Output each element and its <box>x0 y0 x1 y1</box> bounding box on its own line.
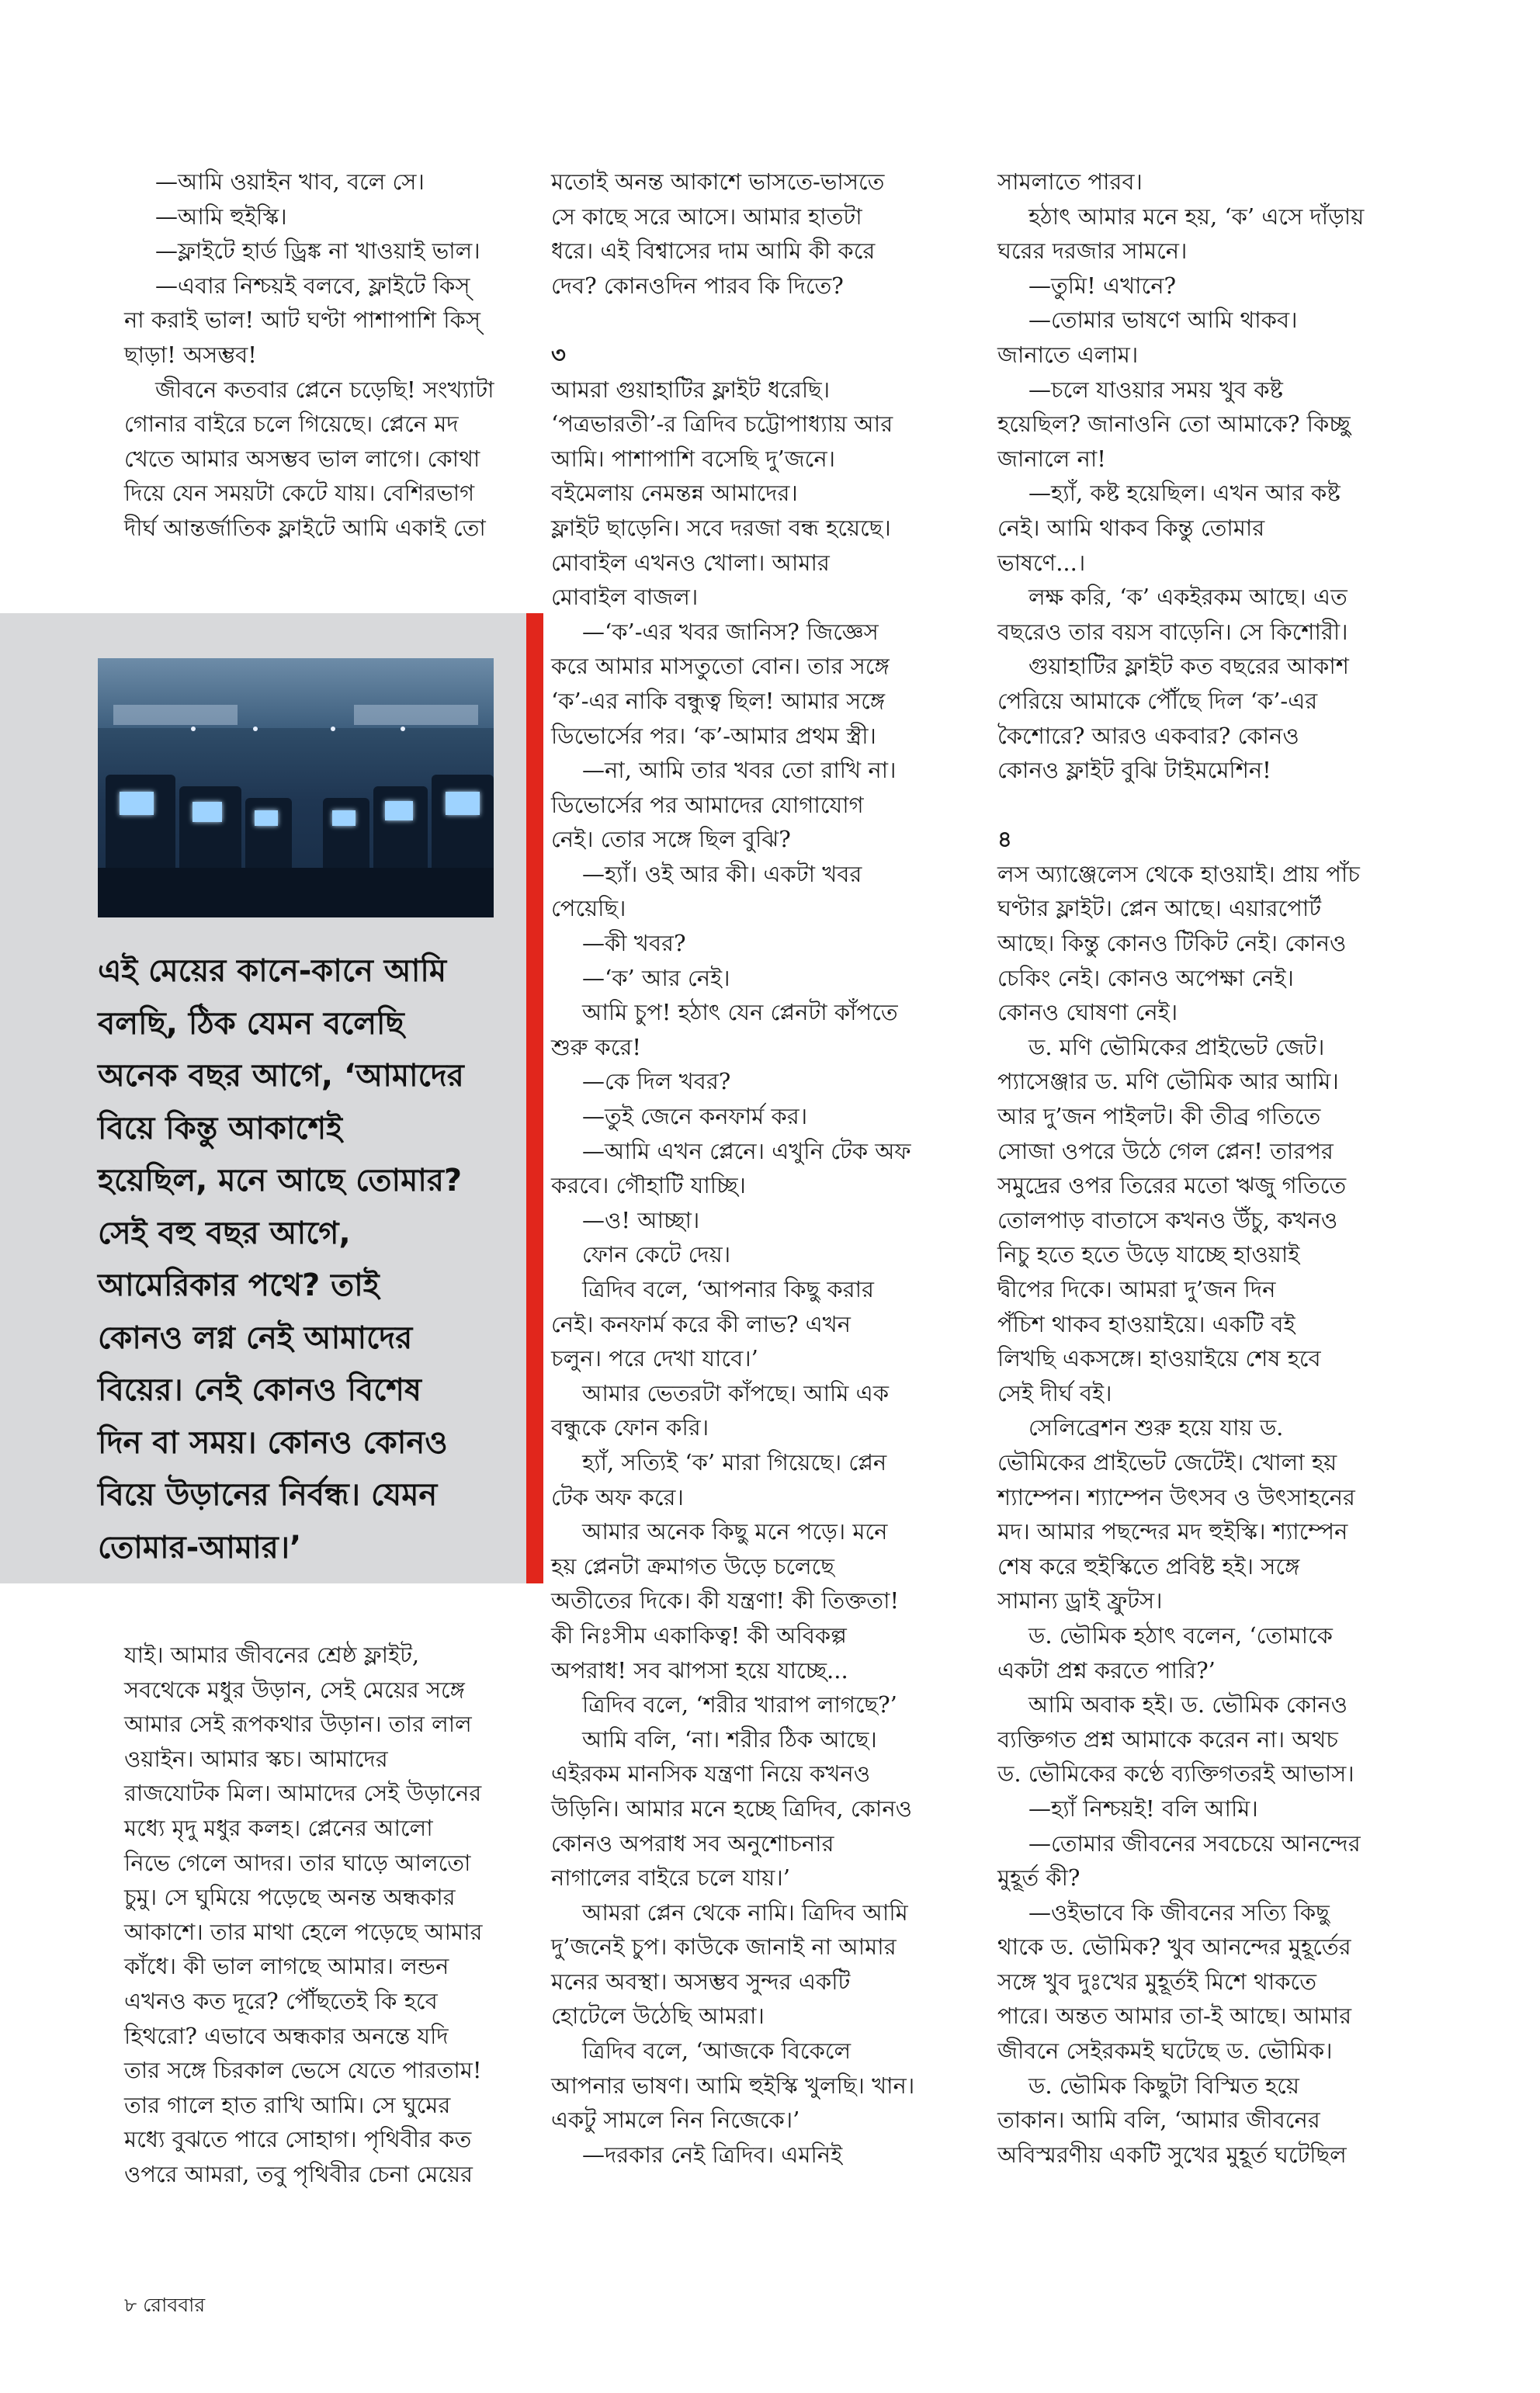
text-line: শুরু করে! <box>551 1033 641 1060</box>
text-line: —হ্যাঁ। ওই আর কী। একটা খবর <box>582 860 862 887</box>
text-line: —তোমার ভাষণে আমি থাকব। <box>1028 307 1298 334</box>
pullquote-line: বিয়ে উড়ানের নির্বন্ধ। যেমন <box>98 1477 438 1513</box>
text-line: শ্যাম্পেন। শ্যাম্পেন উৎসব ও উৎসাহনের <box>997 1483 1355 1510</box>
text-line: মনের অবস্থা। অসম্ভব সুন্দর একটি <box>551 1968 851 1995</box>
text-line: ‘ক’-এর নাকি বন্ধুত্ব ছিল! আমার সঙ্গে <box>551 687 886 714</box>
text-line: সবথেকে মধুর উড়ান, সেই মেয়ের সঙ্গে <box>124 1676 465 1703</box>
text-line: —আমি হুইস্কি। <box>155 203 287 230</box>
text-line: হিথরো? এভাবে অন্ধকার অনন্তে যদি <box>124 2022 449 2049</box>
text-line: ফ্লাইট ছাড়েনি। সবে দরজা বন্ধ হয়েছে। <box>551 514 891 541</box>
text-line: দু’জনেই চুপ। কাউকে জানাই না আমার <box>551 1933 897 1961</box>
text-line: মুহূর্ত কী? <box>997 1864 1080 1892</box>
text-line: আর দু’জন পাইলট। কী তীব্র গতিতে <box>997 1103 1321 1130</box>
text-line: —চলে যাওয়ার সময় খুব কষ্ট <box>1028 376 1283 403</box>
text-line: খেতে আমার অসম্ভব ভাল লাগে। কোথা <box>124 445 480 472</box>
text-line: ড. ভৌমিকের কণ্ঠে ব্যক্তিগতরই আভাস। <box>997 1760 1354 1788</box>
pullquote-line: অনেক বছর আগে, ‘আমাদের <box>98 1058 464 1094</box>
text-line: নিভে গেলে আদর। তার ঘাড়ে আলতো <box>124 1849 471 1876</box>
text-line: আমরা গুয়াহাটির ফ্লাইট ধরেছি। <box>551 376 831 403</box>
text-line: ত্রিদিব বলে, ‘শরীর খারাপ লাগছে?’ <box>582 1691 897 1718</box>
text-line: সামলাতে পারব। <box>997 168 1143 195</box>
text-line: পারে। অন্তত আমার তা-ই আছে। আমার <box>997 2003 1352 2030</box>
column-1-bottom <box>124 1638 528 2192</box>
text-line: ওয়াইন। আমার স্কচ। আমাদের <box>124 1745 388 1772</box>
text-line: দীর্ঘ আন্তর্জাতিক ফ্লাইটে আমি একাই তো <box>124 514 486 541</box>
text-line: বইমেলায় নেমন্তন্ন আমাদের। <box>551 480 798 507</box>
text-line: জানালে না! <box>997 445 1106 472</box>
text-line: একটা প্রশ্ন করতে পারি?’ <box>997 1656 1216 1684</box>
text-line: দ্বীপের দিকে। আমরা দু’জন দিন <box>997 1276 1276 1302</box>
text-line: গুয়াহাটির ফ্লাইট কত বছরের আকাশ <box>1028 653 1349 680</box>
text-line: ফোন কেটে দেয়। <box>582 1241 731 1268</box>
text-line: —হ্যাঁ, কষ্ট হয়েছিল। এখন আর কষ্ট <box>1028 480 1341 507</box>
text-line: কাঁধে। কী ভাল লাগছে আমার। লন্ডন <box>124 1953 449 1980</box>
text-line: —এবার নিশ্চয়ই বলবে, ফ্লাইটে কিস্ <box>155 272 470 299</box>
text-line: করবে। গৌহাটি যাচ্ছি। <box>551 1172 746 1199</box>
text-line: ত্রিদিব বলে, ‘আজকে বিকেলে <box>582 2038 852 2065</box>
text-line: ওপরে আমরা, তবু পৃথিবীর চেনা মেয়ের <box>124 2160 473 2187</box>
text-line: জীবনে কতবার প্লেনে চড়েছি! সংখ্যাটা <box>155 376 494 403</box>
text-line: কোনও ফ্লাইট বুঝি টাইমমেশিন! <box>997 757 1271 784</box>
text-line: —হ্যাঁ নিশ্চয়ই! বলি আমি। <box>1028 1795 1258 1822</box>
text-line: কোনও অপরাধ সব অনুশোচনার <box>551 1829 834 1857</box>
column-1-top <box>124 165 512 546</box>
text-line: —‘ক’ আর নেই। <box>582 964 730 991</box>
text-line: চেকিং নেই। কোনও অপেক্ষা নেই। <box>997 964 1294 991</box>
pullquote-line: এই মেয়ের কানে-কানে আমি <box>98 953 447 989</box>
text-line: মধ্যে মৃদু মধুর কলহ। প্লেনের আলো <box>124 1814 433 1841</box>
text-line: সোজা ওপরে উঠে গেল প্লেন! তারপর <box>997 1137 1334 1164</box>
text-line: ছাড়া! অসম্ভব! <box>124 341 257 368</box>
text-line: পঁচিশ থাকব হাওয়াইয়ে। একটি বই <box>997 1310 1295 1337</box>
text-line: ড. ভৌমিক কিছুটা বিস্মিত হয়ে <box>1028 2072 1299 2099</box>
pullquote-line: বলছি, ঠিক যেমন বলেছি <box>98 1005 404 1042</box>
text-line: আমি বলি, ‘না। শরীর ঠিক আছে। <box>582 1725 877 1753</box>
text-line: আমার ভেতরটা কাঁপছে। আমি এক <box>582 1379 890 1406</box>
text-line: নিচু হতে হতে উড়ে যাচ্ছে হাওয়াই <box>997 1241 1300 1268</box>
text-line: মোবাইল বাজল। <box>551 584 699 611</box>
text-line: হ্যাঁ, সত্যিই ‘ক’ মারা গিয়েছে। প্লেন <box>582 1448 887 1476</box>
pullquote-line: সেই বহু বছর আগে, <box>98 1215 351 1251</box>
text-line: জীবনে সেইরকমই ঘটেছে ড. ভৌমিক। <box>997 2038 1333 2065</box>
text-line: নেই। আমি থাকব কিন্তু তোমার <box>997 514 1265 541</box>
text-line: গোনার বাইরে চলে গিয়েছে। প্লেনে মদ <box>124 411 459 438</box>
text-line: লস অ্যাঞ্জেলেস থেকে হাওয়াই। প্রায় পাঁচ <box>997 860 1360 887</box>
column-2 <box>551 165 962 2172</box>
text-line: নেই। তোর সঙ্গে ছিল বুঝি? <box>551 826 791 853</box>
text-line: কোনও ঘোষণা নেই। <box>997 999 1178 1026</box>
text-line: দেব? কোনওদিন পারব কি দিতে? <box>551 272 844 299</box>
text-line: হয়েছিল? জানাওনি তো আমাকে? কিচ্ছু <box>997 411 1351 438</box>
text-line: পেরিয়ে আমাকে পৌঁছে দিল ‘ক’-এর <box>997 687 1318 714</box>
text-line: —আমি এখন প্লেনে। এখুনি টেক অফ <box>582 1137 911 1164</box>
text-line: কৈশোরে? আরও একবার? কোনও <box>997 722 1299 749</box>
text-line: চুমু। সে ঘুমিয়ে পড়েছে অনন্ত অন্ধকার <box>124 1884 456 1911</box>
text-line: টেক অফ করে। <box>551 1483 684 1510</box>
airplane-cabin-photo <box>98 658 494 917</box>
text-line: —দরকার নেই ত্রিদিব। এমনিই <box>582 2141 843 2168</box>
text-line: না করাই ভাল! আট ঘণ্টা পাশাপাশি কিস্ <box>124 307 481 334</box>
text-line: —তোমার জীবনের সবচেয়ে আনন্দের <box>1028 1829 1361 1857</box>
text-line: তার গালে হাত রাখি আমি। সে ঘুমের <box>124 2091 451 2118</box>
text-line: আমি চুপ! হঠাৎ যেন প্লেনটা কাঁপতে <box>582 999 898 1026</box>
text-line: আকাশে। তার মাথা হেলে পড়েছে আমার <box>124 1918 483 1945</box>
text-line: —না, আমি তার খবর তো রাখি না। <box>582 757 897 784</box>
pullquote-line: বিয়ে কিন্তু আকাশেই <box>98 1110 342 1146</box>
text-line: উড়িনি। আমার মনে হচ্ছে ত্রিদিব, কোনও <box>551 1795 912 1822</box>
text-line: হোটেলে উঠেছি আমরা। <box>551 2003 765 2030</box>
column-3 <box>997 165 1420 2172</box>
text-line: শেষ করে হুইস্কিতে প্রবিষ্ট হই। সঙ্গে <box>997 1552 1300 1580</box>
section-number: ৪ <box>997 826 1012 853</box>
text-line: আমি। পাশাপাশি বসেছি দু’জনে। <box>551 445 836 472</box>
pullquote-line: বিয়ের। নেই কোনও বিশেষ <box>98 1372 421 1408</box>
text-line: সঙ্গে খুব দুঃখের মুহূর্তই মিশে থাকতে <box>997 1968 1316 1995</box>
text-line: —ও! আচ্ছা। <box>582 1206 700 1233</box>
text-line: আছে। কিন্তু কোনও টিকিট নেই। কোনও <box>997 930 1347 957</box>
text-line: তোলপাড় বাতাসে কখনও উঁচু, কখনও <box>997 1206 1338 1233</box>
pullquote-line: দিন বা সময়। কোনও কোনও <box>98 1424 448 1461</box>
text-line: ধরে। এই বিশ্বাসের দাম আমি কী করে <box>551 238 876 265</box>
section-gap <box>551 303 962 338</box>
text-line: সেলিব্রেশন শুরু হয়ে যায় ড. <box>1028 1414 1284 1441</box>
text-line: এইরকম মানসিক যন্ত্রণা নিয়ে কখনও <box>551 1760 871 1788</box>
text-line: লক্ষ করি, ‘ক’ একইরকম আছে। এত <box>1028 584 1348 611</box>
page-footer: ৮ রোববার <box>124 2294 206 2316</box>
text-line: ঘণ্টার ফ্লাইট। প্লেন আছে। এয়ারপোর্ট <box>997 895 1322 922</box>
section-gap <box>997 788 1420 823</box>
text-line: অবিস্মরণীয় একটি সুখের মুহূর্ত ঘটেছিল <box>997 2141 1347 2168</box>
text-line: ঘরের দরজার সামনে। <box>997 238 1188 265</box>
pullquote-line: হয়েছিল, মনে আছে তোমার? <box>98 1163 463 1198</box>
text-line: নেই। কনফার্ম করে কী লাভ? এখন <box>551 1310 851 1337</box>
text-line: ড. মণি ভৌমিকের প্রাইভেট জেট। <box>1028 1033 1325 1060</box>
text-line: হয় প্লেনটা ক্রমাগত উড়ে চলেছে <box>551 1552 834 1580</box>
section-number: ৩ <box>551 341 566 368</box>
text-line: থাকে ড. ভৌমিক? খুব আনন্দের মুহূর্তের <box>997 1933 1351 1961</box>
text-line: —ওইভাবে কি জীবনের সত্যি কিছু <box>1028 1899 1330 1926</box>
text-line: —তুই জেনে কনফার্ম কর। <box>582 1103 808 1130</box>
text-line: —‘ক’-এর খবর জানিস? জিজ্ঞেস <box>582 618 879 645</box>
text-line: নাগালের বাইরে চলে যায়।’ <box>551 1864 790 1892</box>
text-line: জানাতে এলাম। <box>997 341 1139 368</box>
text-line: ভৌমিকের প্রাইভেট জেটেই। খোলা হয় <box>997 1448 1337 1476</box>
text-line: পেয়েছি। <box>551 895 626 922</box>
text-line: বছরেও তার বয়স বাড়েনি। সে কিশোরী। <box>997 618 1348 645</box>
text-line: আমরা প্লেন থেকে নামি। ত্রিদিব আমি <box>582 1899 908 1926</box>
text-line: চলুন। পরে দেখা যাবে।’ <box>551 1345 758 1372</box>
text-line: —আমি ওয়াইন খাব, বলে সে। <box>155 168 425 195</box>
text-line: ‘পত্রভারতী’-র ত্রিদিব চট্টোপাধ্যায় আর <box>551 411 893 438</box>
pullquote-line: আমেরিকার পথে? তাই <box>98 1268 380 1303</box>
text-line: করে আমার মাসতুতো বোন। তার সঙ্গে <box>551 653 890 680</box>
text-line: মতোই অনন্ত আকাশে ভাসতে-ভাসতে <box>551 168 885 195</box>
text-line: কী নিঃসীম একাকিত্ব! কী অবিকল্প <box>551 1621 847 1649</box>
text-line: সেই দীর্ঘ বই। <box>997 1379 1112 1406</box>
text-line: ডিভোর্সের পর আমাদের যোগাযোগ <box>551 791 864 818</box>
text-line: মদ। আমার পছন্দের মদ হুইস্কি। শ্যাম্পেন <box>997 1518 1348 1545</box>
text-line: তার সঙ্গে চিরকাল ভেসে যেতে পারতাম! <box>124 2057 482 2084</box>
text-line: সে কাছে সরে আসে। আমার হাতটা <box>551 203 862 230</box>
text-line: অতীতের দিকে। কী যন্ত্রণা! কী তিক্ততা! <box>551 1587 900 1614</box>
text-line: হঠাৎ আমার মনে হয়, ‘ক’ এসে দাঁড়ায় <box>1028 203 1365 230</box>
text-line: —ফ্লাইটে হার্ড ড্রিঙ্ক না খাওয়াই ভাল। <box>155 238 480 265</box>
text-line: রাজযোটক মিল। আমাদের সেই উড়ানের <box>124 1780 482 1807</box>
text-line: ভাষণে...। <box>997 549 1086 576</box>
text-line: সামান্য ড্রাই ফ্রুটস। <box>997 1587 1163 1614</box>
text-line: —কে দিল খবর? <box>582 1068 731 1095</box>
text-line: এখনও কত দূরে? পৌঁছতেই কি হবে <box>124 1987 438 2014</box>
text-line: আমার অনেক কিছু মনে পড়ে। মনে <box>582 1518 888 1545</box>
text-line: —তুমি! এখানে? <box>1028 272 1177 299</box>
text-line: আমার সেই রূপকথার উড়ান। তার লাল <box>124 1711 472 1738</box>
text-line: অপরাধ! সব ঝাপসা হয়ে যাচ্ছে... <box>551 1656 848 1684</box>
red-accent-rule <box>526 613 543 1583</box>
pullquote-line: তোমার-আমার।’ <box>98 1529 302 1566</box>
text-line: একটু সামলে নিন নিজেকে।’ <box>551 2107 800 2134</box>
text-line: —কী খবর? <box>582 930 686 957</box>
text-line: প্যাসেঞ্জার ড. মণি ভৌমিক আর আমি। <box>997 1068 1339 1095</box>
text-line: আমি অবাক হই। ড. ভৌমিক কোনও <box>1028 1691 1348 1718</box>
text-line: লিখছি একসঙ্গে। হাওয়াইয়ে শেষ হবে <box>997 1345 1321 1372</box>
text-line: বন্ধুকে ফোন করি। <box>551 1414 709 1441</box>
text-line: সমুদ্রের ওপর তিরের মতো ঋজু গতিতে <box>997 1172 1347 1199</box>
text-line: তাকান। আমি বলি, ‘আমার জীবনের <box>997 2107 1320 2134</box>
text-line: মধ্যে বুঝতে পারে সোহাগ। পৃথিবীর কত <box>124 2126 472 2153</box>
text-line: ত্রিদিব বলে, ‘আপনার কিছু করার <box>582 1276 874 1302</box>
pullquote <box>98 945 509 1574</box>
text-line: দিয়ে যেন সময়টা কেটে যায়। বেশিরভাগ <box>124 480 475 507</box>
text-line: ড. ভৌমিক হঠাৎ বলেন, ‘তোমাকে <box>1028 1621 1333 1649</box>
text-line: মোবাইল এখনও খোলা। আমার <box>551 549 830 576</box>
pullquote-line: কোনও লগ্ন নেই আমাদের <box>98 1320 413 1356</box>
text-line: যাই। আমার জীবনের শ্রেষ্ঠ ফ্লাইট, <box>124 1642 420 1668</box>
text-line: আপনার ভাষণ। আমি হুইস্কি খুলছি। খান। <box>551 2072 915 2099</box>
text-line: ব্যক্তিগত প্রশ্ন আমাকে করেন না। অথচ <box>997 1725 1338 1753</box>
text-line: ডিভোর্সের পর। ‘ক’-আমার প্রথম স্ত্রী। <box>551 722 876 749</box>
